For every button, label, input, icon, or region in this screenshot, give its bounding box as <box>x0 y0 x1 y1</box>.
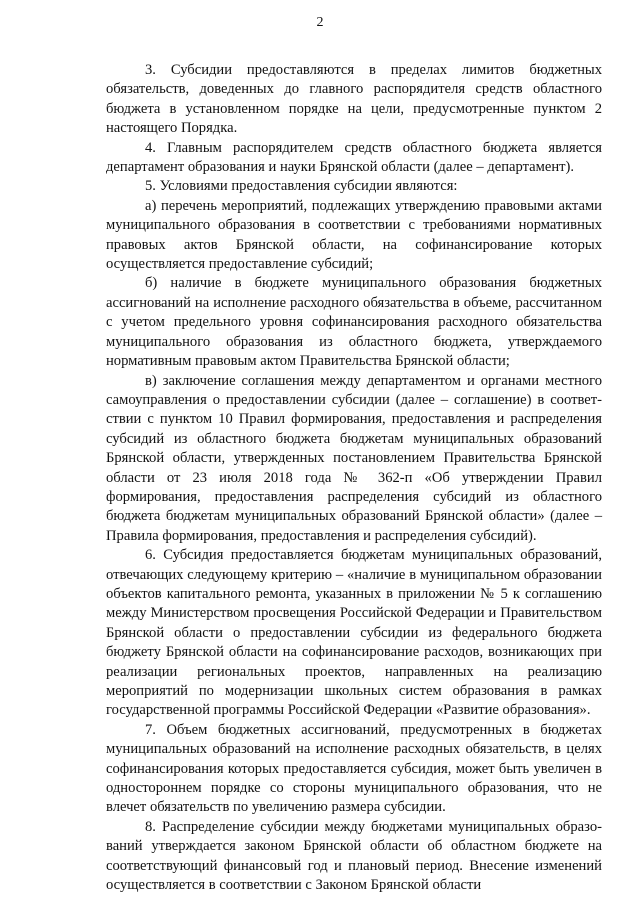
paragraph-8: 8. Распределение субсидии между бюджетами муниципальных образований утверждается законом Брянской области об областном бюджете на соответствующий финансовый год и плановый период. Внесение изменений осуществляется в соответствии с Законом Брянской области <box>106 818 602 894</box>
page-number: 2 <box>316 15 324 30</box>
paragraph-5b: б) наличие в бюджете муниципального образования бюджетных ассигнований на исполнение расходного обязательства в объеме, рассчитанном с учетом предельного уровня софинансирования расходного обязательства муниципального образования из областного бюджета, утверждаемого нормативным правовым актом Правительства Брянской области; <box>106 275 602 370</box>
paragraph-3: 3. Субсидии предоставляются в пределах лимитов бюджетных обязательств, доведенных до главного распорядителя средств областного бюджета в установленном порядке на цели, предусмотренные пунктом 2 настоящего Порядка. <box>106 62 602 137</box>
paragraph-5v: в) заключение соглашения между департаментом и органами местного самоуправления о предоставлении субсидии (далее – соглашение) в соответствии с пунктом 10 Правил формирования, предоставления и распределения субсидий из областного бюджета бюджетам муниципальных образований Брянской области, утвержденных постановлением Правительства Брянской области от 23 июля 2018 года № 362-п «Об утверждении Правил формирования, предоставления распределения субсидий из областного бюджета бюджетам муниципальных образований Брянской области» (далее – Правила формирования, предоставления и распределения субсидий). <box>106 372 602 544</box>
paragraph-5: 5. Условиями предоставления субсидии являются: <box>145 178 458 195</box>
paragraph-5a: а) перечень мероприятий, подлежащих утверждению правовыми актами муниципального образования в соответствии с требованиями нормативных правовых актов Брянской области, на софинансирование которых осуществляется предоставление субсидий; <box>106 197 602 273</box>
paragraph-7: 7. Объем бюджетных ассигнований, предусмотренных в бюджетах муниципальных образований на исполнение расходных обязательств, в целях софинансирования которых предоставляется субсидия, может быть увеличен в одностороннем порядке со стороны муниципального образования, что не влечет обязательств по увеличению размера субсидии. <box>106 721 602 816</box>
paragraph-6: 6. Субсидия предоставляется бюджетам муниципальных образований, отвечающих следующему критерию – «наличие в муниципальном образовании объектов капитального ремонта, указанных в приложении № 5 к соглашению между Министерством просвещения Российской Федерации и Правительством Брянской области о предоставлении субсидии из федерального бюджета бюджету Брянской области на софинансирование расходов, возникающих при реализации региональных проектов, направленных на реализацию мероприятий по модернизации школьных систем образования в рамках государственной программы Российской Федерации «Развитие образования». <box>106 547 602 719</box>
document-body <box>106 61 602 895</box>
paragraph-4: 4. Главным распорядителем средств областного бюджета является департамент образования и науки Брянской области (далее – департамент). <box>106 139 602 176</box>
